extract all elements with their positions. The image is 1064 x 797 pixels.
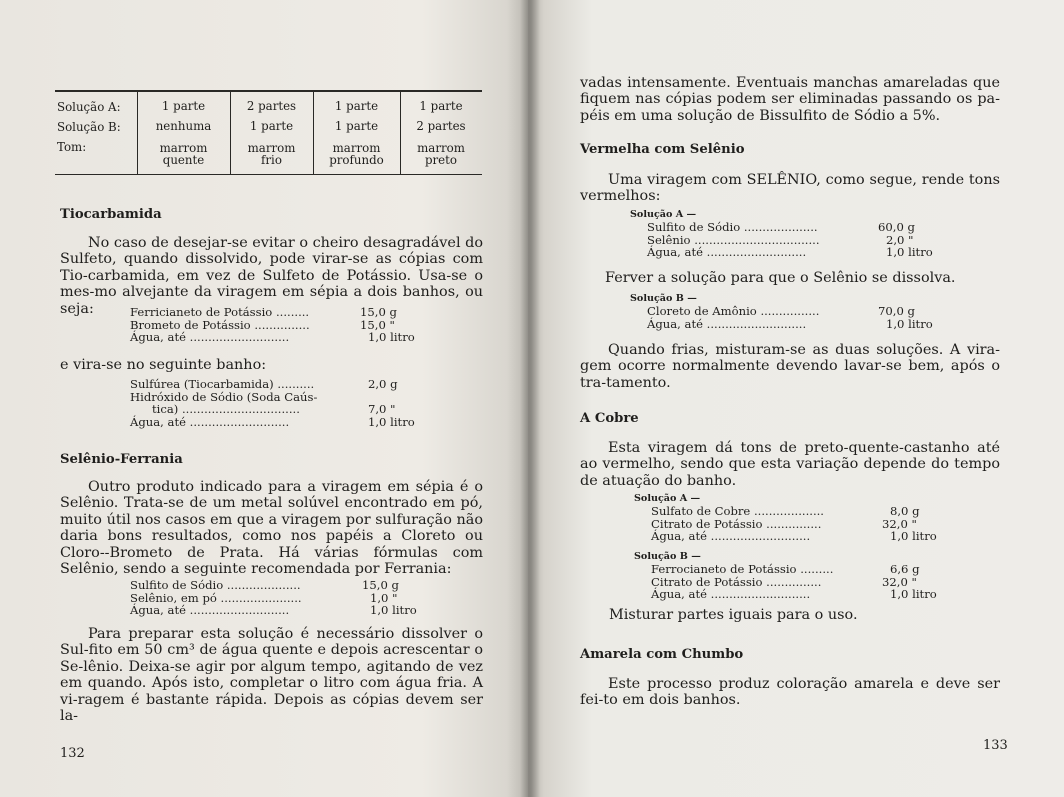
ingredient-qty: 7,0 " — [368, 402, 396, 417]
solution-title: Solução A — — [630, 209, 697, 220]
table-row-label: Solução B: — [57, 120, 121, 134]
ingredient-name: Brometo de Potássio ............... — [130, 317, 310, 332]
paragraph: vadas intensamente. Eventuais manchas amareladas que fiquem nas cópias podem ser eliminadas passando os pa-péis em uma solução de Bissulfito de Sódio a 5%. — [580, 75, 1000, 124]
section-heading: Vermelha com Selênio — [580, 142, 745, 157]
paragraph: e vira-se no seguinte banho: — [60, 357, 267, 373]
right-page — [528, 0, 1064, 797]
table-row-label: Tom: — [57, 140, 87, 154]
paragraph-text: No caso de desejar-se evitar o cheiro desagradável do Sulfeto, quando dissolvido, pode virar-se as cópias com Tio-carbamida, em vez de Sulfeto de Potássio. Usa-se o mes-mo alvejante da viragem em sépia a dois banhos, ou seja: — [60, 235, 484, 317]
table-cell: 2 partes — [416, 119, 466, 133]
ingredient-name: Sulfato de Cobre ................... — [651, 504, 824, 518]
ingredient-qty: 1,0 litro — [890, 587, 937, 602]
paragraph — [580, 440, 1000, 489]
formula-block — [634, 493, 937, 544]
paragraph-text: Uma viragem com SELÊNIO, como segue, rende tons vermelhos: — [580, 172, 1000, 205]
ingredient-qty: 15,0 g — [362, 578, 399, 592]
table-cell: profundo — [329, 153, 384, 167]
ingredient-name: Hidróxido de Sódio (Soda Caús- — [130, 389, 318, 404]
table-cell: 2 partes — [246, 99, 297, 113]
ingredient-qty: 1,0 litro — [368, 330, 415, 345]
table-cell: 1 parte — [161, 99, 206, 113]
ingredient-name: Cloreto de Amônio ................ — [647, 304, 820, 318]
ingredient-qty: 1,0 litro — [890, 529, 937, 544]
ingredient-qty: 1,0 litro — [370, 603, 417, 618]
page-number: 133 — [983, 738, 1008, 753]
ingredient-name: Água, até ........................... — [130, 330, 290, 345]
ingredient-name: Água, até ........................... — [651, 529, 811, 544]
table-row-label: Solução A: — [57, 100, 121, 114]
ingredient-qty: 70,0 g — [878, 304, 915, 318]
table-cell: quente — [162, 153, 205, 167]
table-cell: marrom — [417, 141, 465, 155]
table-cell: marrom — [247, 141, 296, 155]
book-gutter — [520, 0, 540, 797]
table-cell: frio — [261, 153, 282, 167]
ingredient-name: Citrato de Potássio ............... — [651, 574, 822, 589]
ingredient-qty: 1,0 " — [370, 590, 398, 605]
paragraph: Misturar partes iguais para o uso. — [609, 607, 858, 623]
ingredient-qty: 8,0 g — [890, 504, 920, 518]
section-heading: Tiocarbamida — [60, 207, 162, 222]
ingredient-qty: 60,0 g — [878, 220, 915, 234]
ingredient-name: Ferricianeto de Potássio ......... — [130, 305, 310, 319]
ingredient-qty: 32,0 " — [882, 574, 917, 589]
ingredient-name: Água, até ........................... — [647, 245, 807, 260]
ingredient-name: Sulfito de Sódio .................... — [647, 220, 818, 234]
table-cell: marrom — [159, 141, 208, 155]
paragraph — [580, 676, 1000, 709]
ingredient-qty: 1,0 litro — [886, 245, 933, 260]
table-cell: marrom — [332, 141, 381, 155]
solution-title: Solução A — — [634, 493, 701, 504]
ingredient-name: Citrato de Potássio ............... — [651, 516, 822, 531]
paragraph-text: Este processo produz coloração amarela e deve ser fei-to em dois banhos. — [580, 676, 1000, 709]
formula-block — [634, 551, 937, 602]
table-cell: nenhuma — [155, 119, 212, 133]
paragraph-text: Esta viragem dá tons de preto-quente-castanho até ao vermelho, sendo que esta variação depende do tempo de atuação do banho. — [580, 440, 1000, 489]
ingredient-name: Água, até ........................... — [651, 587, 811, 602]
table-cell: 1 parte — [249, 119, 294, 133]
ingredient-qty: 15,0 " — [360, 317, 395, 332]
ingredient-qty: 15,0 g — [360, 305, 397, 319]
section-heading: A Cobre — [580, 411, 639, 426]
ingredient-qty: 6,6 g — [890, 562, 920, 576]
ingredient-name: Sulfúrea (Tiocarbamida) .......... — [130, 377, 315, 391]
ingredient-qty: 32,0 " — [882, 516, 917, 531]
paragraph-text: Para preparar esta solução é necessário dissolver o Sul-fito em 50 cm³ de água quente e depois acrescentar o Se-lênio. Deixa-se agir por algum tempo, agitando de vez em quando. Após isto, completar o litro com água fria. A vi-ragem é bastante rápida. Depois as cópias devem ser la- — [60, 626, 483, 725]
section-heading: Amarela com Chumbo — [580, 647, 744, 662]
paragraph-text: Outro produto indicado para a viragem em sépia é o Selênio. Trata-se de um metal solúvel encontrado em pó, muito útil nos casos em que a viragem por sulfuração não daria bons resultados, como nos papéis a Cloreto ou Cloro--Brometo de Prata. Há várias fórmulas com Selênio, sendo a seguinte recomendada por Ferrania: — [60, 479, 483, 578]
table-cell: 1 parte — [334, 99, 379, 113]
ingredient-qty: 2,0 " — [886, 232, 914, 247]
paragraph — [580, 172, 1000, 205]
solution-title: Solução B — — [630, 293, 697, 304]
table-cell: 1 parte — [419, 99, 463, 113]
table-cell: 1 parte — [334, 119, 379, 133]
ingredient-name: Selênio, em pó ...................... — [130, 590, 302, 605]
paragraph: Ferver a solução para que o Selênio se dissolva. — [605, 270, 956, 286]
section-heading: Selênio-Ferrania — [60, 452, 183, 467]
ingredient-name: Selênio .................................. — [647, 232, 820, 247]
left-page — [0, 0, 528, 797]
paragraph-text: Quando frias, misturam-se as duas soluções. A vira-gem ocorre normalmente devendo lavar-se bem, após o tra-tamento. — [580, 342, 1000, 391]
page-number: 132 — [60, 746, 85, 761]
formula-block — [630, 293, 933, 331]
ingredient-name: Água, até ........................... — [130, 414, 290, 429]
paragraph — [580, 342, 1000, 391]
paragraph — [60, 479, 483, 577]
toning-table — [55, 90, 482, 175]
formula-block — [630, 209, 933, 260]
table-cell: preto — [424, 153, 457, 167]
solution-title: Solução B — — [634, 551, 701, 562]
ingredient-name: Água, até ........................... — [647, 316, 807, 331]
ingredient-name: tica) ................................ — [152, 402, 300, 417]
ingredient-qty: 1,0 litro — [886, 316, 933, 331]
ingredient-name: Sulfito de Sódio .................... — [130, 578, 301, 592]
ingredient-name: Ferrocianeto de Potássio ......... — [651, 562, 834, 576]
paragraph — [60, 626, 483, 724]
ingredient-name: Água, até ........................... — [130, 603, 290, 618]
ingredient-qty: 1,0 litro — [368, 414, 415, 429]
ingredient-qty: 2,0 g — [368, 377, 398, 391]
